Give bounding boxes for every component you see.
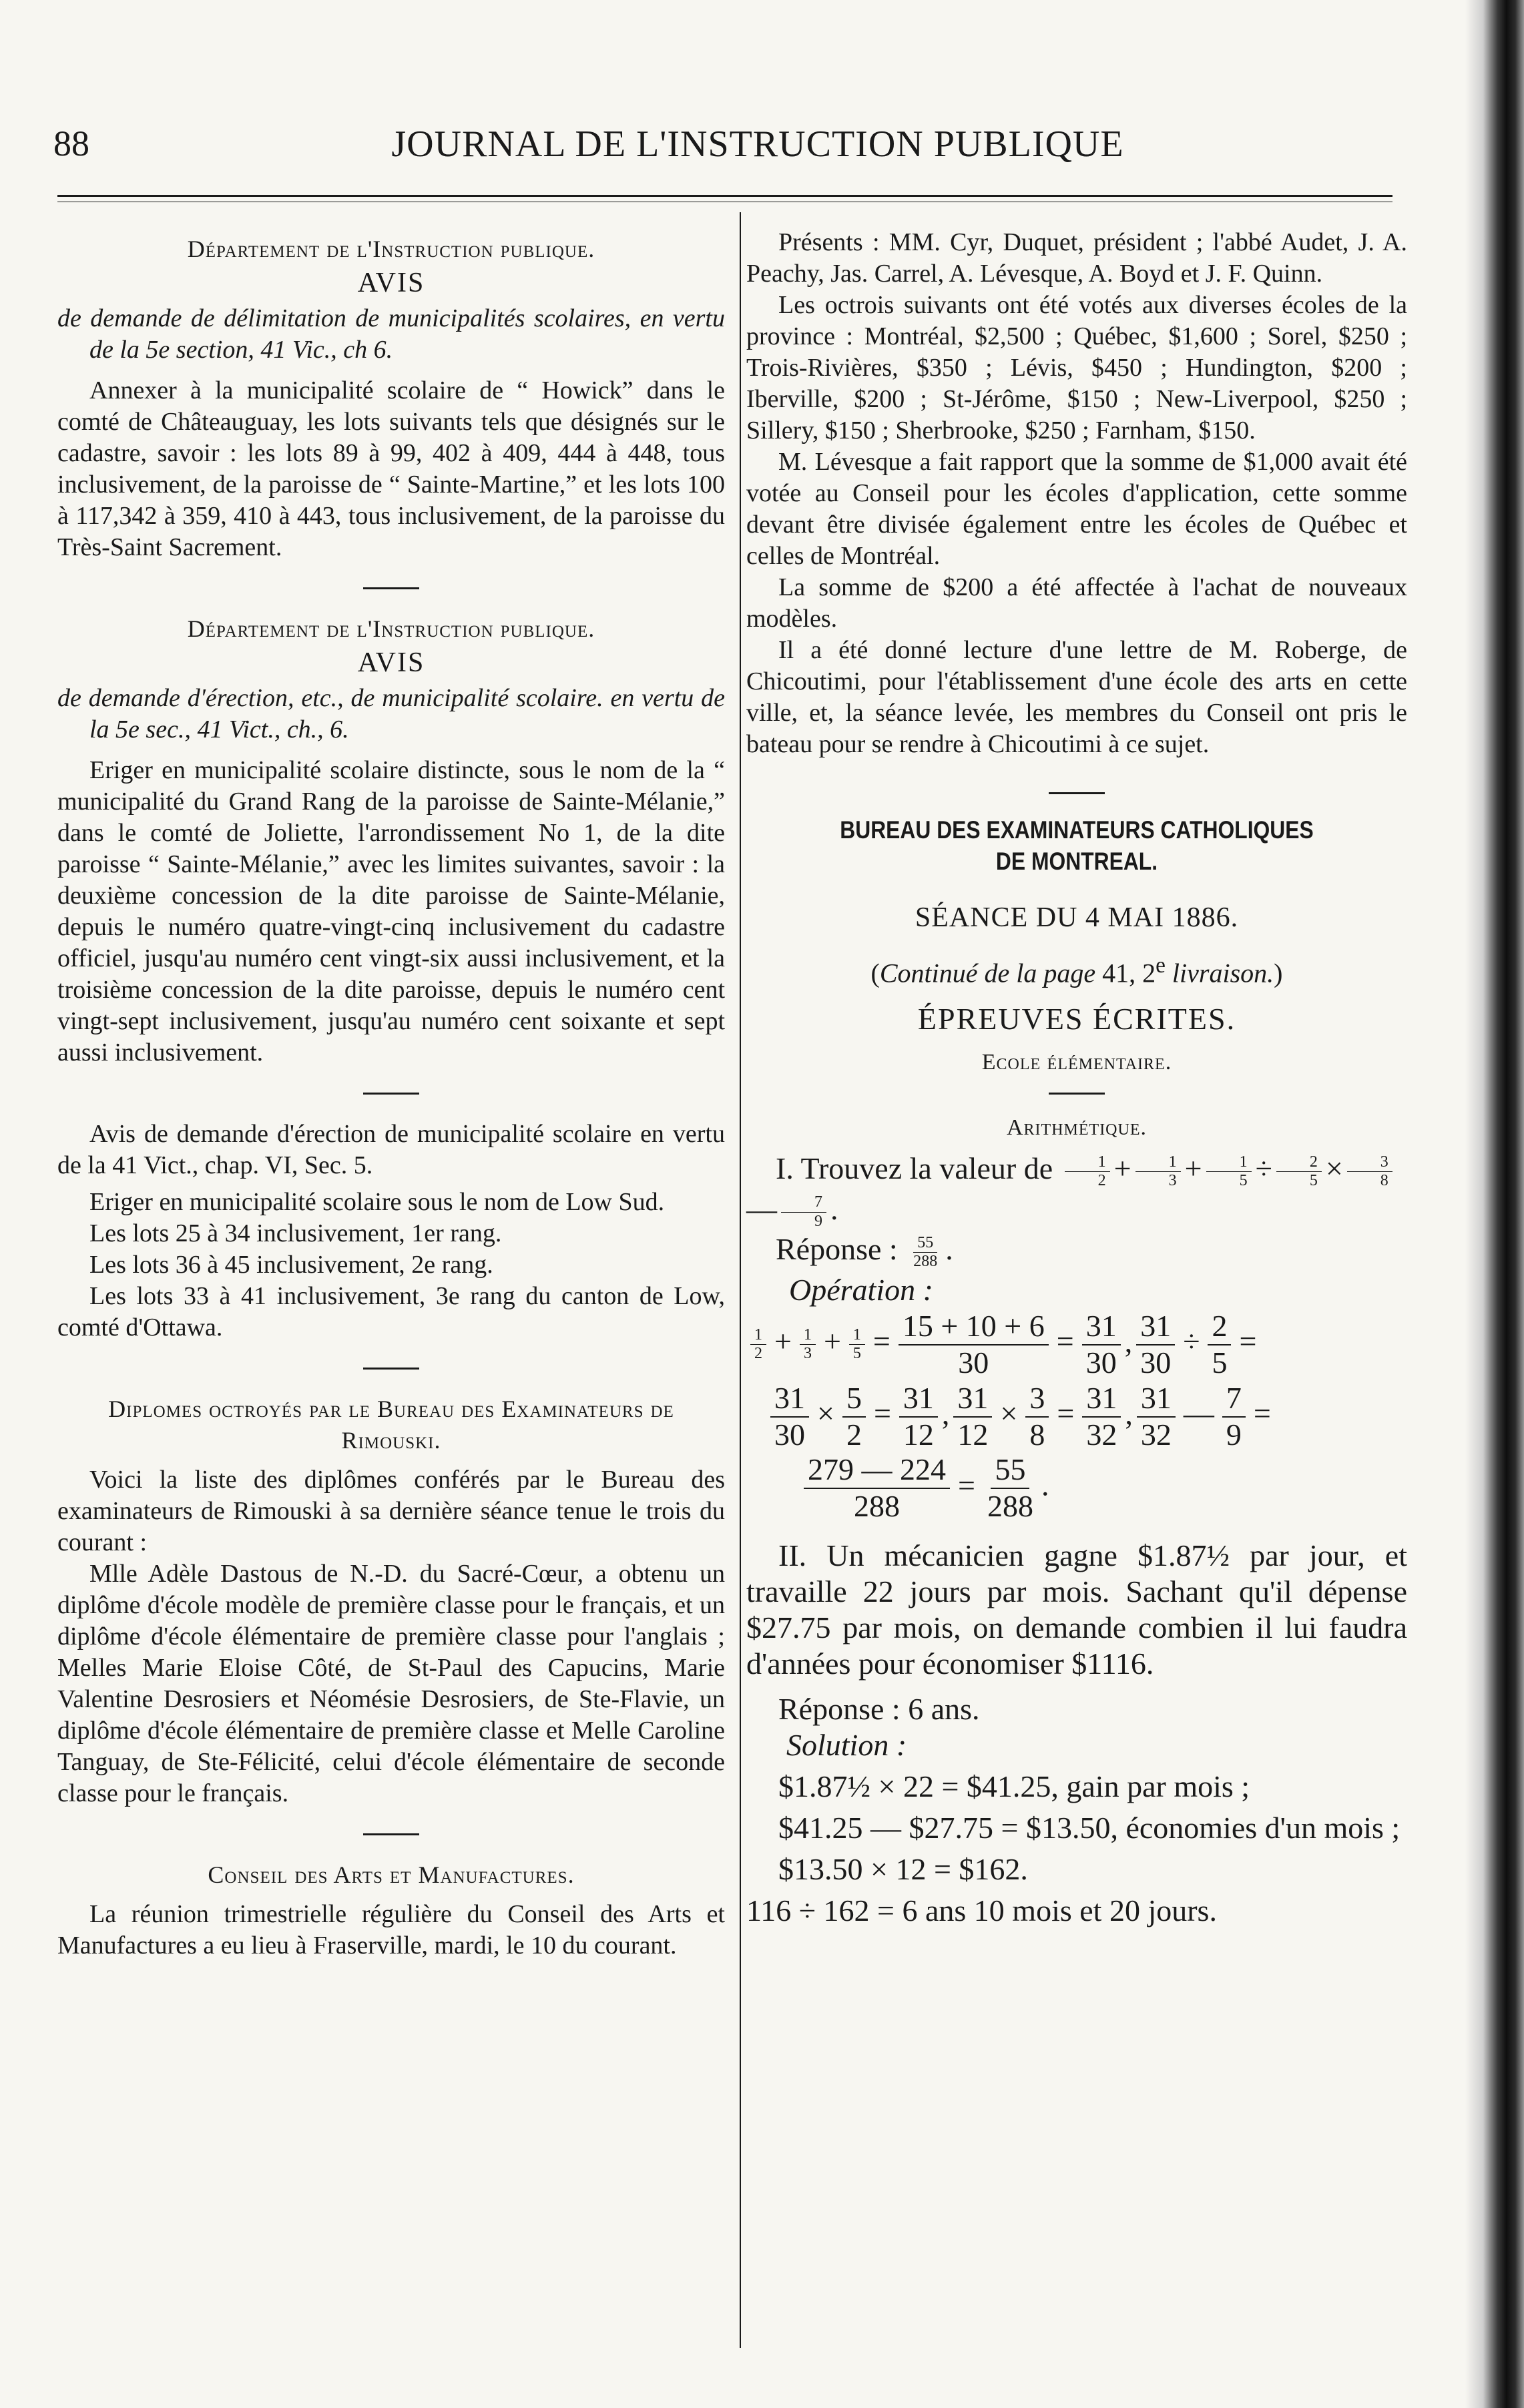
fraction-difference-288: [804, 1452, 950, 1524]
frac-num: 2: [1208, 1309, 1231, 1345]
diplomes-body-2: Mlle Adèle Dastous de N.-D. du Sacré-Cœur, a obtenu un diplôme d'école modèle de première classe pour le français, et un diplôme d'école élémentaire de première classe pour l'anglais ; Melles Marie Eloise Côté, de St-Paul des Capucins, Marie Valentine Desrosiers et Néomésie Desrosiers, de Ste-Flavie, un diplôme d'école élémentaire de première classe et Melle Caroline Tanguay, de Ste-Félicité, celui d'école élémentaire de seconde classe pour le français.: [57, 1560, 725, 1807]
frac-den: 9: [1226, 1417, 1242, 1452]
problem-1: [746, 1150, 1407, 1524]
frac-den: 288: [987, 1489, 1033, 1524]
solution-label: Solution :: [786, 1728, 907, 1763]
lettre-paragraph: Il a été donné lecture d'une lettre de M. Roberge, de Chicoutimi, pour l'établissement d'une école des arts en cette ville, et, la séance levée, les membres du Conseil ont pris le bateau pour se rendre à Chicoutimi à ce sujet.: [746, 636, 1407, 758]
header-rule: [57, 195, 1392, 197]
fraction-31-12: [953, 1381, 992, 1453]
frac-num: 31: [770, 1381, 809, 1418]
answer-label: Réponse :: [776, 1232, 898, 1267]
solution-line-2: $41.25 — $27.75 = $13.50, économies d'un mois ;: [778, 1811, 1401, 1845]
avis-body-2: Eriger en municipalité scolaire distincte, sous le nom de la “ municipalité du Grand Rang de la paroisse de Sainte-Mélanie,” dans le comté de Joliette, l'arrondissement No 1, de la dite paroisse “ Sainte-Mélanie,” avec les limites suivantes, savoir : la deuxième concession de la dite paroisse de Sainte-Mélanie, depuis le numéro quatre-vingt-cinq inclusivement du cadastre officiel, jusqu'au numéro cent vingt-six aussi inclusivement, et la troisième concession de la dite paroisse, depuis le numéro cent vingt-sept inclusivement, jusqu'au numéro cent soixante et sept aussi inclusivement.: [57, 756, 725, 1067]
fraction-31-30: [770, 1381, 809, 1453]
epreuves-heading: ÉPREUVES ÉCRITES.: [917, 1002, 1236, 1036]
frac-den: 288: [913, 1253, 938, 1271]
fraction-31-12: [899, 1381, 938, 1453]
frac-den: 8: [1029, 1417, 1045, 1452]
fraction-1-2: [750, 1326, 766, 1364]
frac-num: 279 — 224: [804, 1452, 950, 1489]
avis-lot-line: Les lots 33 à 41 inclusivement, 3e rang du canton de Low, comté d'Ottawa.: [57, 1282, 725, 1341]
fraction-55-288: [983, 1452, 1037, 1524]
solution-line-1: $1.87½ × 22 = $41.25, gain par mois ;: [778, 1769, 1250, 1804]
frac-den: 32: [1140, 1417, 1172, 1452]
frac-num: 31: [1082, 1309, 1121, 1345]
section-rule: [1049, 1093, 1105, 1095]
frac-num: 55: [991, 1452, 1029, 1489]
problem-1-answer: Réponse : $\frac{55}{288}$ .: [776, 1232, 953, 1271]
arithmetique-heading: Arithmétique.: [1006, 1115, 1148, 1141]
frac-num: 31: [953, 1381, 992, 1418]
continuation-note-sup: e: [1156, 953, 1166, 978]
frac-den: 2: [1097, 1172, 1106, 1190]
solution-line-4: 116 ÷ 162 = 6 ans 10 mois et 20 jours.: [746, 1893, 1217, 1928]
section-heading-departement-1: Département de l'Instruction publique.: [187, 236, 595, 262]
frac-num: 31: [899, 1381, 938, 1418]
diplomes-body-1: Voici la liste des diplômes conférés par le Bureau des examinateurs de Rimouski à sa dernière séance tenue le trois du courant :: [57, 1466, 725, 1556]
frac-num: 55: [913, 1234, 937, 1253]
avis-body-1: Annexer à la municipalité scolaire de “ Howick” dans le comté de Châteauguay, les lots suivants tels que désignés sur le cadastre, savoir : les lots 89 à 99, 402 à 409, 444 à 448, tous inclusivement, de la paroisse de “ Sainte-Martine,” et les lots 100 à 117,342 à 359, 410 à 443, tous inclusivement, de la paroisse du Très-Saint Sacrement.: [57, 376, 725, 561]
continuation-note: (Continué de la page 41, 2e livraison.): [870, 953, 1283, 988]
fraction-1-5: [849, 1326, 865, 1364]
page-header: [53, 119, 1402, 172]
frac-num: 1: [849, 1326, 865, 1345]
right-column: [746, 227, 1407, 1929]
frac-num: 1: [1135, 1153, 1181, 1173]
equation-line-1: $\frac{1}{2}$ + $\frac{1}{3}$ + $\frac{1}{5}$ = $\frac{15 + 10 + 6}{30}$ = $\frac{31}{30}$ , $\frac{31}{30}$ ÷ $\frac{2}{5}$ =: [746, 1309, 1407, 1381]
octrois-paragraph: Les octrois suivants ont été votés aux diverses écoles de la province : Montréal, $2,500 ; Québec, $1,600 ; Sorel, $250 ; Trois-Rivières, $350 ; Lévis, $450 ; Hundington, $200 ; Iberville, $200 ; St-Jérôme, $150 ; New-Liverpool, $250 ; Sillery, $150 ; Sherbrooke, $250 ; Farnham, $150.: [746, 291, 1407, 444]
frac-num: 31: [1136, 1309, 1175, 1345]
section-heading-diplomes: Diplomes octroyés par le Bureau des Examinateurs de Rimouski.: [108, 1396, 674, 1454]
problem-2-answer: Réponse : 6 ans.: [778, 1692, 980, 1727]
fraction-sum-30: [899, 1309, 1049, 1381]
frac-num: 2: [1276, 1153, 1322, 1173]
frac-num: 1: [1206, 1153, 1252, 1173]
problem-1-question: I. Trouvez la valeur de $\frac{1}{2}$ + $\frac{1}{3}$ + $\frac{1}{5}$ ÷ $\frac{2}{5}$ × $\frac{3}{8}$ — $\frac{7}{9}$ .: [746, 1150, 1407, 1231]
frac-den: 5: [1212, 1345, 1228, 1380]
ecole-heading: Ecole élémentaire.: [981, 1050, 1172, 1075]
fraction-31-32: [1137, 1381, 1176, 1453]
avis-title-1: AVIS: [357, 268, 425, 298]
avis-lot-line: Les lots 25 à 34 inclusivement, 1er rang.: [89, 1219, 502, 1247]
frac-num: 7: [1222, 1381, 1246, 1418]
frac-den: 8: [1380, 1172, 1388, 1190]
page-number: 88: [53, 123, 89, 164]
frac-den: 2: [754, 1345, 762, 1363]
section-rule: [363, 1368, 419, 1370]
fraction-1-3: [800, 1326, 816, 1364]
seance-heading: SÉANCE DU 4 MAI 1886.: [915, 902, 1239, 933]
fraction-2-5: [1276, 1153, 1322, 1191]
conseil-body: La réunion trimestrielle régulière du Conseil des Arts et Manufactures a eu lieu à Fraserville, mardi, le 10 du courant.: [57, 1900, 725, 1960]
avis-intro-3: Avis de demande d'érection de municipalité scolaire en vertu de la 41 Vict., chap. VI, Sec. 5.: [57, 1120, 725, 1179]
fraction-1-5: [1206, 1153, 1252, 1191]
fraction-7-9: [781, 1193, 826, 1231]
avis-body-3: Eriger en municipalité scolaire sous le nom de Low Sud.: [89, 1188, 665, 1216]
frac-den: 30: [958, 1345, 989, 1380]
continuation-note-italic: Continué de la page: [879, 958, 1096, 988]
running-title: JOURNAL DE L'INSTRUCTION PUBLIQUE: [391, 123, 1124, 165]
fraction-7-9: [1222, 1381, 1246, 1453]
frac-num: 3: [1347, 1153, 1392, 1173]
fraction-1-3: [1135, 1153, 1181, 1191]
fraction-1-2: [1065, 1153, 1110, 1191]
section-rule: [363, 1093, 419, 1095]
left-column: [57, 227, 725, 1962]
frac-num: 1: [1065, 1153, 1110, 1173]
fraction-5-2: [842, 1381, 866, 1453]
avis-lot-line: Les lots 36 à 45 inclusivement, 2e rang.: [89, 1251, 493, 1279]
continuation-note-livraison: livraison.: [1172, 958, 1274, 988]
section-heading-departement-2: Département de l'Instruction publique.: [187, 615, 595, 642]
section-rule: [363, 587, 419, 589]
somme-paragraph: La somme de $200 a été affectée à l'achat de nouveaux modèles.: [746, 573, 1407, 633]
frac-num: 31: [1082, 1381, 1121, 1418]
fraction-3-8: [1025, 1381, 1049, 1453]
frac-den: 3: [1168, 1172, 1177, 1190]
column-divider: [740, 212, 741, 2348]
frac-num: 15 + 10 + 6: [899, 1309, 1049, 1345]
frac-den: 30: [774, 1417, 805, 1452]
frac-den: 12: [903, 1417, 934, 1452]
frac-num: 7: [781, 1193, 826, 1213]
operation-label: Opération :: [789, 1272, 933, 1307]
frac-den: 5: [1309, 1172, 1318, 1190]
levesque-paragraph: M. Lévesque a fait rapport que la somme de $1,000 avait été votée au Conseil pour les écoles d'application, cette somme devant être divisée également entre les écoles de Québec et celles de Montréal.: [746, 448, 1407, 570]
fraction-2-5: [1208, 1309, 1231, 1381]
avis-subtitle-2: de demande d'érection, etc., de municipalité scolaire. en vertu de la 5e sec., 41 Vict., ch., 6.: [57, 684, 725, 743]
bureau-heading: [792, 814, 1360, 877]
frac-den: 32: [1086, 1417, 1117, 1452]
frac-den: 2: [846, 1417, 862, 1452]
frac-den: 9: [814, 1212, 822, 1230]
bureau-heading-line-1: BUREAU DES EXAMINATEURS CATHOLIQUES: [840, 816, 1314, 844]
section-heading-conseil: Conseil des Arts et Manufactures.: [208, 1861, 575, 1888]
frac-num: 1: [750, 1326, 766, 1345]
fraction-3-8: [1347, 1153, 1392, 1191]
page-binding-edge: [1465, 0, 1524, 2408]
frac-num: 5: [842, 1381, 866, 1418]
equation-line-3: $\frac{279 — 224}{288}$ = $\frac{55}{288}$ .: [746, 1452, 1407, 1524]
section-rule: [1049, 792, 1105, 794]
avis-title-2: AVIS: [357, 647, 425, 678]
continuation-note-page: 41, 2: [1095, 958, 1156, 988]
section-rule: [363, 1833, 419, 1835]
frac-den: 30: [1085, 1345, 1117, 1380]
avis-subtitle-1: de demande de délimitation de municipalités scolaires, en vertu de la 5e section, 41 Vic., ch 6.: [57, 304, 725, 364]
frac-den: 5: [852, 1345, 861, 1363]
frac-den: 30: [1140, 1345, 1172, 1380]
frac-num: 3: [1025, 1381, 1049, 1418]
frac-den: 5: [1239, 1172, 1248, 1190]
presents-paragraph: Présents : MM. Cyr, Duquet, président ; l'abbé Audet, J. A. Peachy, Jas. Carrel, A. Lévesque, A. Boyd et J. F. Quinn.: [746, 228, 1407, 288]
fraction-31-30: [1136, 1309, 1175, 1381]
frac-den: 3: [803, 1345, 812, 1363]
problem-1-text: I. Trouvez la valeur de: [776, 1151, 1053, 1186]
frac-num: 1: [800, 1326, 816, 1345]
fraction-31-30: [1082, 1309, 1121, 1381]
problem-2-question: II. Un mécanicien gagne $1.87½ par jour, et travaille 22 jours par mois. Sachant qu'il dépense $27.75 par mois, on demande combien il lui faudra d'années pour économiser $1116.: [746, 1538, 1407, 1681]
frac-den: 288: [854, 1489, 900, 1524]
bureau-heading-line-2: DE MONTREAL.: [995, 848, 1158, 875]
frac-num: 31: [1137, 1381, 1176, 1418]
fraction-31-32: [1082, 1381, 1121, 1453]
fraction-55-288: [909, 1234, 941, 1271]
problem-2: [746, 1538, 1407, 1929]
frac-den: 12: [957, 1417, 989, 1452]
solution-line-3: $13.50 × 12 = $162.: [778, 1852, 1028, 1887]
equation-line-2: $\frac{31}{30}$ × $\frac{5}{2}$ = $\frac{31}{12}$ , $\frac{31}{12}$ × $\frac{3}{8}$ = $\frac{31}{32}$ , $\frac{31}{32}$ — $\frac{7}{9}$ =: [746, 1381, 1407, 1453]
